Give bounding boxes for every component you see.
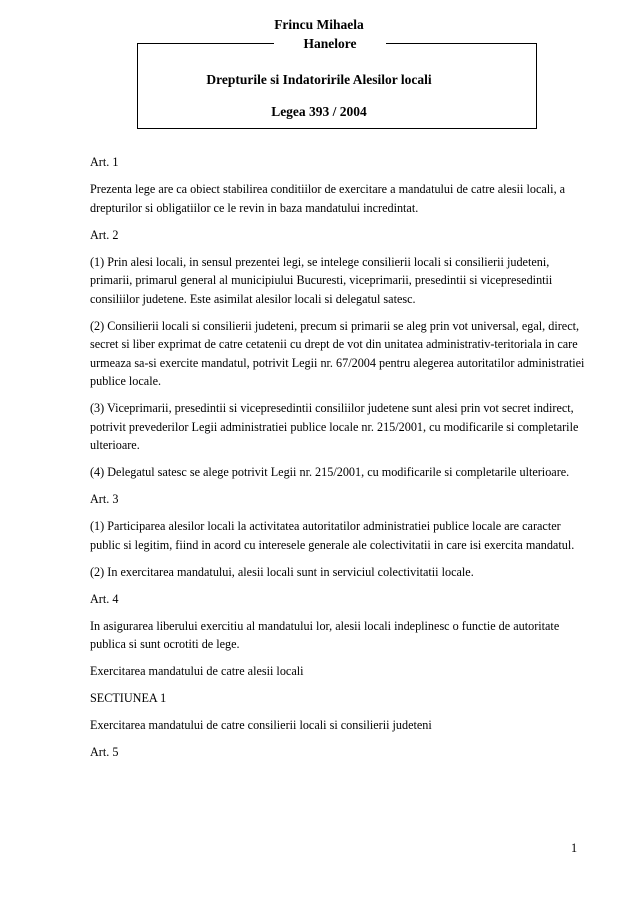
paragraph: (3) Viceprimarii, presedintii si vicepresedintii consiliilor judetene sunt alesi prin vot secret indirect, potrivit prevederilor Legii administratiei publice locale nr. 215/2001, cu modificarile si completarile ulterioare. — [90, 401, 579, 452]
paragraph: (1) Prin alesi locali, in sensul prezentei legi, se intelege consilierii locali si consilierii judeteni, primarii, primarul general al municipiului Bucuresti, viceprimarii, presedintii si vicepresedintii consiliilor judetene. Este asimilat alesilor locali si delegatul satesc. — [90, 254, 553, 306]
document-body — [90, 153, 590, 770]
author-name-continued: Hanelore — [274, 36, 386, 52]
page-number: 1 — [571, 841, 578, 855]
paragraph: (2) In exercitarea mandatului, alesii locali sunt in serviciul colectivitatii locale. — [90, 564, 474, 579]
paragraph: (4) Delegatul satesc se alege potrivit Legii nr. 215/2001, cu modificarile si completarile ulterioare. — [90, 465, 570, 479]
law-reference: Legea 393 / 2004 — [271, 104, 367, 119]
paragraph: (1) Participarea alesilor locali la activitatea autoritatilor administratiei publice locale are caracter public si legitim, fiind in acord cu interesele generale ale colectivitatii in care isi exercita mandatul. — [90, 519, 575, 552]
chapter-heading: Exercitarea mandatului de catre alesii locali — [90, 664, 304, 678]
section-title: Exercitarea mandatului de catre consilierii locali si consilierii judeteni — [90, 718, 432, 732]
article-heading: Art. 1 — [90, 155, 119, 169]
paragraph: Prezenta lege are ca obiect stabilirea conditiilor de exercitare a mandatului de catre alesii locali, a drepturilor si obligatiilor ce le revin in baza mandatului incredintat. — [90, 182, 566, 215]
article-heading: Art. 4 — [90, 591, 119, 606]
article-heading: Art. 2 — [90, 227, 119, 242]
author-name: Frincu Mihaela — [274, 17, 364, 32]
article-heading: Art. 3 — [90, 492, 119, 506]
paragraph: (2) Consilierii locali si consilierii judeteni, precum si primarii se aleg prin vot universal, egal, direct, secret si liber exprimat de catre cetatenii cu drept de vot din unitatea administrativ-teritoriala in care urmeaza sa-si exercite mandatul, potrivit Legii nr. 67/2004 pentru alegerea autoritatilor administratiei publice locale. — [90, 318, 585, 388]
paragraph: In asigurarea liberului exercitiu al mandatului lor, alesii locali indeplinesc o functie de autoritate publica si sunt ocrotiti de lege. — [90, 618, 560, 651]
section-heading: SECTIUNEA 1 — [90, 691, 167, 705]
document-title: Drepturile si Indatoririle Alesilor locali — [206, 72, 432, 87]
article-heading: Art. 5 — [90, 745, 119, 759]
